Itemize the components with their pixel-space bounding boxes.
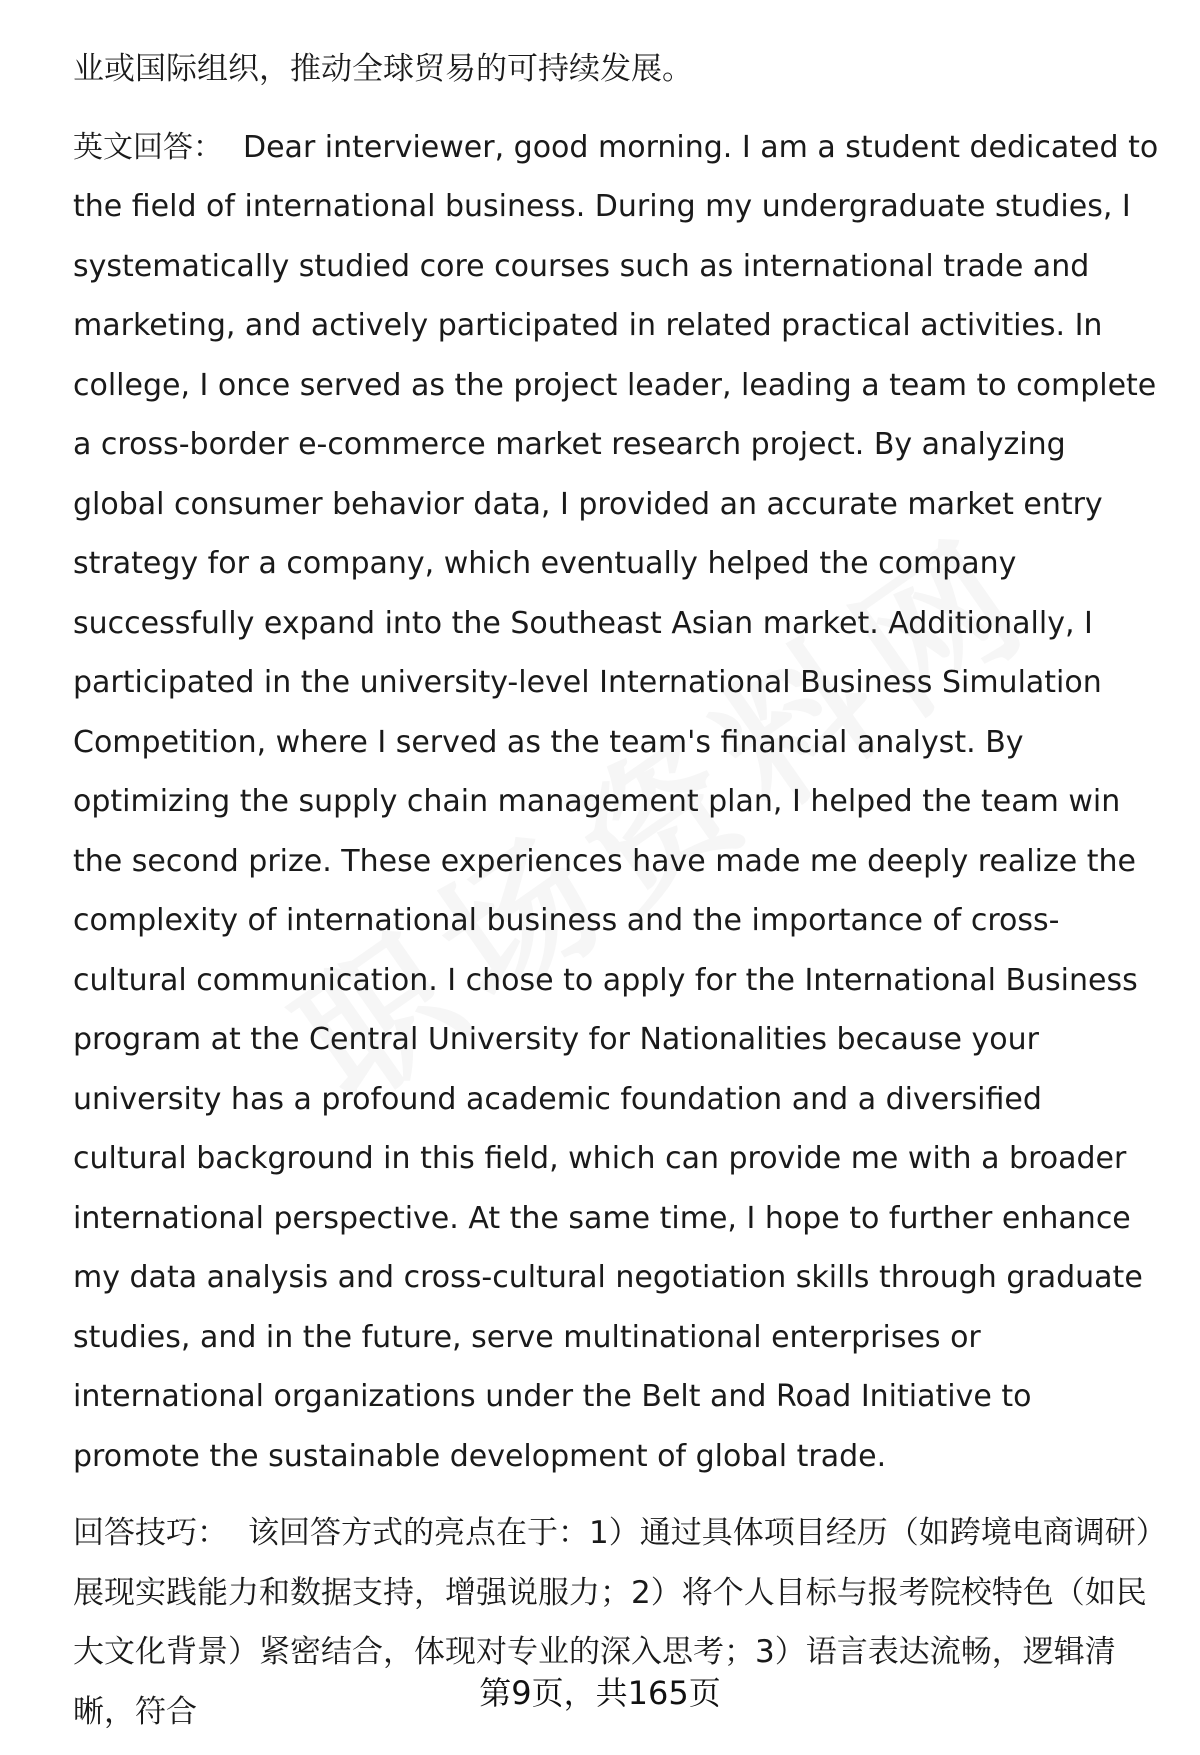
answer-tips-text: 该回答方式的亮点在于：1）通过具体项目经历（如跨境电商调研）展现实践能力和数据支持，增强说服力；2）将个人目标与报考院校特色（如民大文化背景）紧密结合，体现对专业的深入思考；3）语言表达流畅，逻辑清晰，符合	[73, 1515, 1152, 1730]
english-answer-text: Dear interviewer, good morning. I am a student dedicated to the field of international business. During my undergraduate studies, I systematically studied core courses such as international trade and marketing, and actively participated in related practical activities. In college, I once served as the project leader, leading a team to complete a cross-border e-commerce market research project. By analyzing global consumer behavior data, I provided an accurate market entry strategy for a company, which eventually helped the company successfully expand into the Southeast Asian market. Additionally, I participated in the university-level International Business Simulation Competition, where I served as the team's financial analyst. By optimizing the supply chain management plan, I helped the team win the second prize. These experiences have made me deeply realize the complexity of international business and the importance of cross-cultural communication. I chose to apply for the International Business program at the Central University for Nationalities because your university has a profound academic foundation and a diversified cultural background in this field, which can provide me with a broader international perspective. At the same time, I hope to further enhance my data analysis and cross-cultural negotiation skills through graduate studies, and in the future, serve multinational enterprises or international organizations under the Belt and Road Initiative to promote the sustainable development of global trade.	[73, 129, 1159, 1474]
page-indicator: 第9页，共165页	[479, 1674, 721, 1712]
english-answer-label: 英文回答：	[73, 129, 223, 165]
document-body	[73, 40, 1163, 1742]
answer-tips-label: 回答技巧：	[73, 1515, 228, 1551]
continuation-paragraph: 业或国际组织，推动全球贸易的可持续发展。	[73, 51, 693, 87]
english-answer-paragraph	[73, 118, 1163, 1487]
